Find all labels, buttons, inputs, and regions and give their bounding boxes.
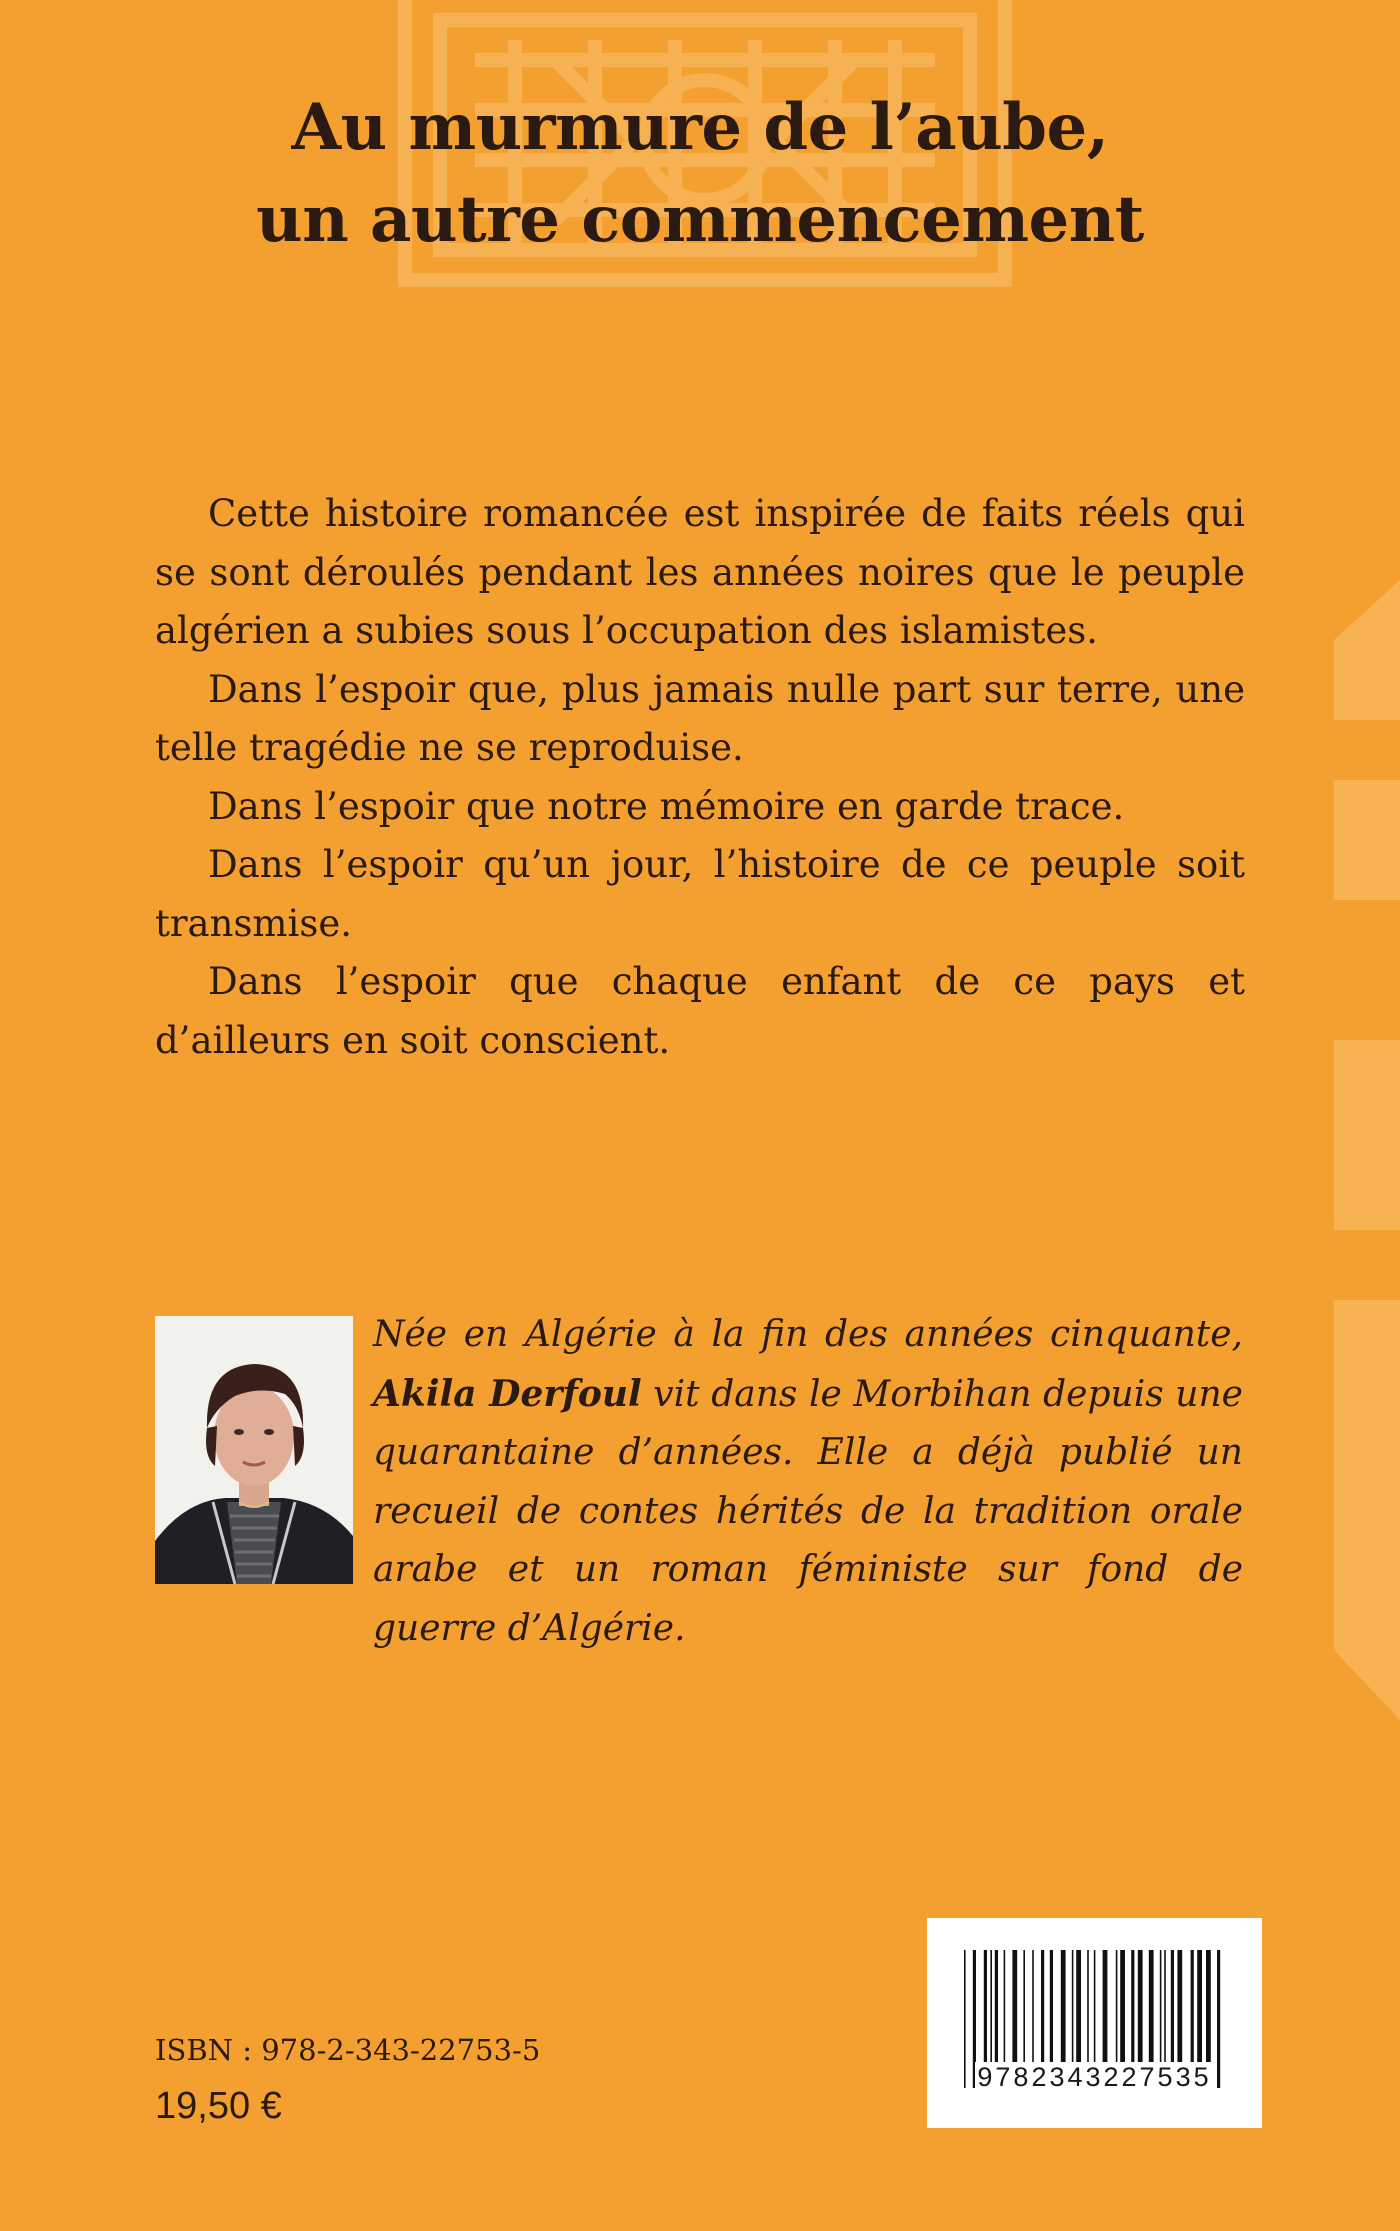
barcode bbox=[927, 1918, 1262, 2128]
price: 19,50 € bbox=[155, 2085, 282, 2127]
title-line-2: un autre commencement bbox=[256, 182, 1144, 257]
barcode-digits bbox=[927, 2062, 1262, 2093]
blurb-paragraph: Cette histoire romancée est inspirée de faits réels qui se sont déroulés pendant les années noires que le peuple algérien a subies sous l’occupation des islamistes. bbox=[155, 492, 1245, 652]
author-name: Akila Derfoul bbox=[373, 1372, 642, 1415]
blurb-paragraph: Dans l’espoir qu’un jour, l’histoire de ce peuple soit transmise. bbox=[155, 843, 1245, 945]
barcode-digits-text: 9782343227535 bbox=[977, 2062, 1212, 2092]
book-title bbox=[0, 82, 1400, 266]
blurb-paragraph: Dans l’espoir que chaque enfant de ce pays et d’ailleurs en soit conscient. bbox=[155, 960, 1245, 1062]
isbn: ISBN : 978-2-343-22753-5 bbox=[155, 2033, 541, 2067]
blurb-paragraph: Dans l’espoir que, plus jamais nulle part sur terre, une telle tragédie ne se reproduise. bbox=[155, 667, 1245, 769]
bio-intro: Née en Algérie à la fin des années cinquante, bbox=[373, 1314, 1243, 1355]
title-line-1: Au murmure de l’aube, bbox=[291, 90, 1109, 165]
arabesque-ornament-right bbox=[1334, 580, 1400, 1720]
bio-rest: vit dans le Morbihan depuis une quarantaine d’années. Elle a déjà publié un recueil de contes hérités de la tradition orale arabe et un roman féministe sur fond de guerre d’Algérie. bbox=[373, 1373, 1243, 1649]
blurb-paragraph: Dans l’espoir que notre mémoire en garde trace. bbox=[208, 784, 1125, 828]
author-bio bbox=[373, 1306, 1243, 1658]
blurb bbox=[155, 485, 1245, 1070]
author-photo bbox=[155, 1316, 353, 1584]
